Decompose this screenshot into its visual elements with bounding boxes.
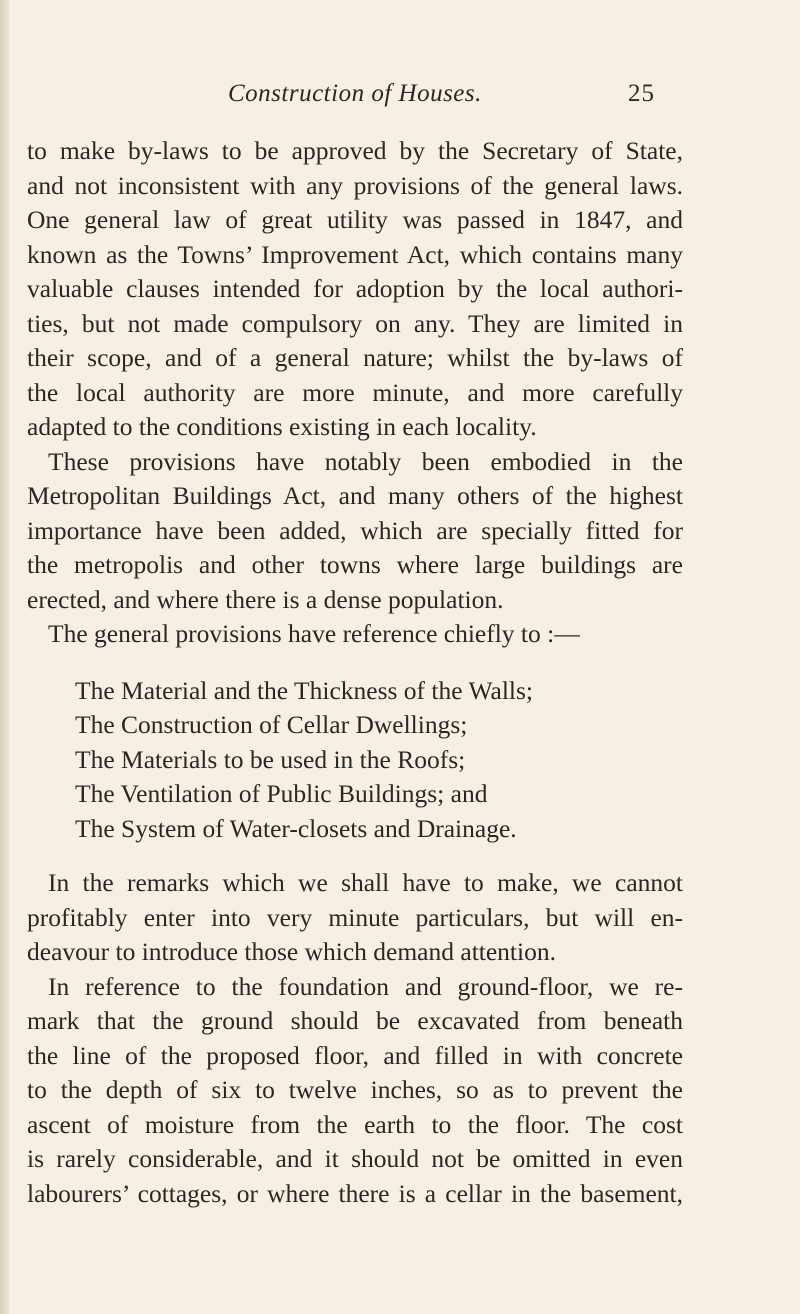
- text-line: Metropolitan Buildings Act, and many others of the highest: [27, 481, 683, 510]
- text-line: One general law of great utility was passed in 1847, and: [27, 205, 683, 234]
- text-line: valuable clauses intended for adoption by the local authori-: [27, 274, 683, 303]
- text-line: to make by-laws to be approved by the Secretary of State,: [27, 136, 683, 165]
- page-header: [0, 80, 800, 116]
- text-line: their scope, and of a general nature; whilst the by-laws of: [27, 343, 683, 372]
- page-binding-edge: [0, 0, 10, 1314]
- list-item: The Material and the Thickness of the Walls;: [75, 675, 534, 705]
- text-line: labourers’ cottages, or where there is a cellar in the basement,: [27, 1178, 683, 1208]
- page-number: 25: [628, 80, 655, 107]
- text-line: and not inconsistent with any provisions of the general laws.: [27, 170, 683, 200]
- text-line: profitably enter into very minute particulars, but will en-: [27, 902, 683, 932]
- text-line: ascent of moisture from the earth to the floor. The cost: [27, 1109, 683, 1139]
- list-item: The Materials to be used in the Roofs;: [75, 744, 466, 774]
- text-line: In the remarks which we shall have to make, we cannot: [48, 868, 683, 897]
- text-line: the line of the proposed floor, and filled in with concrete: [27, 1040, 683, 1070]
- text-line: known as the Towns’ Improvement Act, which contains many: [27, 239, 683, 269]
- paragraph-5: [27, 970, 683, 1212]
- text-line: These provisions have notably been embodied in the: [48, 446, 683, 476]
- paragraph-2: [27, 445, 683, 618]
- provisions-list: [27, 674, 683, 847]
- text-line: importance have been added, which are specially fitted for: [27, 515, 683, 545]
- text-line: the local authority are more minute, and more carefully: [27, 377, 683, 407]
- list-item: The Ventilation of Public Buildings; and: [75, 779, 488, 808]
- body-text: [27, 134, 683, 1211]
- text-line: The general provisions have reference chiefly to :—: [48, 619, 580, 648]
- text-line: deavour to introduce those which demand attention.: [27, 937, 556, 966]
- paragraph-1: [27, 134, 683, 445]
- list-item: The System of Water-closets and Drainage.: [75, 813, 517, 843]
- text-line: erected, and where there is a dense population.: [27, 584, 504, 614]
- text-line: mark that the ground should be excavated from beneath: [27, 1006, 683, 1035]
- running-title: Construction of Houses.: [228, 80, 482, 107]
- text-line: ties, but not made compulsory on any. They are limited in: [27, 308, 683, 338]
- text-line: to the depth of six to twelve inches, so as to prevent the: [27, 1075, 683, 1104]
- text-line: is rarely considerable, and it should not be omitted in even: [27, 1144, 683, 1173]
- text-line: In reference to the foundation and ground-floor, we re-: [48, 971, 683, 1001]
- paragraph-4: [27, 866, 683, 970]
- text-line: adapted to the conditions existing in each locality.: [27, 412, 537, 441]
- paragraph-3: [27, 617, 683, 652]
- list-item: The Construction of Cellar Dwellings;: [75, 710, 468, 739]
- text-line: the metropolis and other towns where large buildings are: [27, 550, 683, 579]
